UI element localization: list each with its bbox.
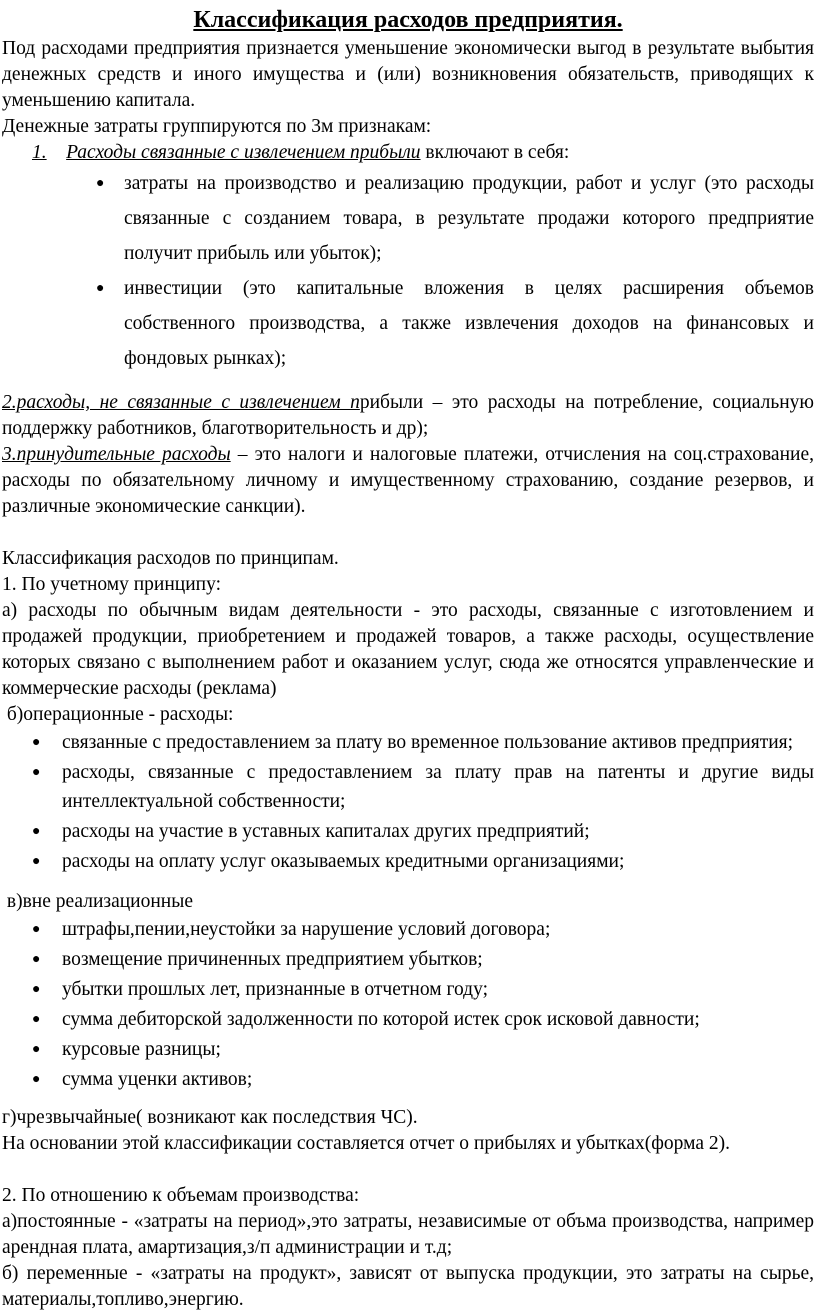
bullet-icon: ● [32,735,41,750]
principle2-a: а)постоянные - «затраты на период»,это затраты, независимые от объма производства, например арендная плата, амартизация,з/п администрации и т.д; [2,1211,814,1258]
group3-label: 3.принудительные расходы [2,444,231,465]
group1-rest: включают в себя: [420,142,570,163]
group1-label: Расходы связанные с извлечением прибыли [66,142,421,163]
list-item: ● связанные с предоставлением за плату во временное пользование активов предприятия; [62,728,814,757]
principle2-b: б) переменные - «затраты на продукт», зависят от выпуска продукции, это затраты на сырье, материалы,топливо,энергию. [2,1263,814,1310]
list-item: ● инвестиции (это капитальные вложения в целях расширения объемов собственного производства, а также извлечения доходов на финансовых и фондовых рынках); [124,271,814,376]
list-item: ● курсовые разницы; [62,1035,814,1064]
principle1-v-title: в)вне реализационные [2,891,193,912]
principle1-v-list [2,915,814,1094]
intro-paragraph: Под расходами предприятия признается уменьшение экономически выгод в результате выбытия денежных средств и иного имущества и (или) возникновения обязательств, приводящих к уменьшению капитала. [2,38,814,111]
bullet-icon: ● [32,765,41,780]
list-item: ● сумма уценки активов; [62,1065,814,1094]
bullet-icon: ● [32,1072,41,1087]
group1-list [2,166,814,376]
group2-label: 2.расходы, не связанные с извлечением п [2,392,360,413]
list-item: ● штрафы,пении,неустойки за нарушение условий договора; [62,915,814,944]
page-title: Классификация расходов предприятия. [193,7,623,33]
bullet-icon: ● [32,982,41,997]
bullet-icon: ● [32,1042,41,1057]
spacer [2,1095,814,1105]
principle1-b-title: б)операционные - расходы: [2,704,234,725]
principle1-a: а) расходы по обычным видам деятельности - это расходы, связанные с изготовлением и продажей продукции, приобретением и продажей товаров, а также расходы, осуществление которых связано с выполнением работ и оказанием услуг, сюда же относятся управленческие и коммерческие расходы (реклама) [2,600,814,699]
list-item: ● расходы, связанные с предоставлением за плату прав на патенты и другие виды интеллектуальной собственности; [62,758,814,816]
list-item: ● затраты на производство и реализацию продукции, работ и услуг (это расходы связанные с созданием товара, в результате продажи которого предприятие получит прибыль или убыток); [124,166,814,271]
group3-paragraph [2,442,814,520]
spacer [2,1157,814,1183]
principle1-title: 1. По учетному принципу: [2,574,221,595]
group1-heading [2,140,814,166]
spacer [2,376,814,390]
list-item: ● сумма дебиторской задолженности по которой истек срок исковой давности; [62,1005,814,1034]
list-item: ● расходы на оплату услуг оказываемых кредитными организациями; [62,847,814,876]
bullet-icon: ● [32,854,41,869]
bullet-icon: ● [96,281,105,296]
principle1-report: На основании этой классификации составляется отчет о прибылях и убытках(форма 2). [2,1133,730,1154]
group1-number: 1. [32,142,47,163]
groups-intro: Денежные затраты группируются по 3м признакам: [2,116,432,137]
bullet-icon: ● [32,1012,41,1027]
group2-paragraph [2,390,814,442]
bullet-icon: ● [32,952,41,967]
principle2-title: 2. По отношению к объемам производства: [2,1185,360,1206]
bullet-icon: ● [96,176,105,191]
bullet-icon: ● [32,922,41,937]
principle1-g: г)чрезвычайные( возникают как последствия ЧС). [2,1107,418,1128]
group2-rest: рибыли – это расходы на потребление, социальную поддержку работников, благотворительность и др); [2,392,814,439]
list-item: ● возмещение причиненных предприятием убытков; [62,945,814,974]
list-item: ● убытки прошлых лет, признанные в отчетном году; [62,975,814,1004]
bullet-icon: ● [32,824,41,839]
principles-title: Классификация расходов по принципам. [2,548,339,569]
principle1-b-list [2,728,814,876]
group3-rest: – это налоги и налоговые платежи, отчисления на соц.страхование, расходы по обязательному личному и имущественному страхованию, создание резервов, и различные экономические санкции). [2,444,814,517]
spacer [2,520,814,546]
spacer [2,877,814,889]
list-item: ● расходы на участие в уставных капиталах других предприятий; [62,817,814,846]
